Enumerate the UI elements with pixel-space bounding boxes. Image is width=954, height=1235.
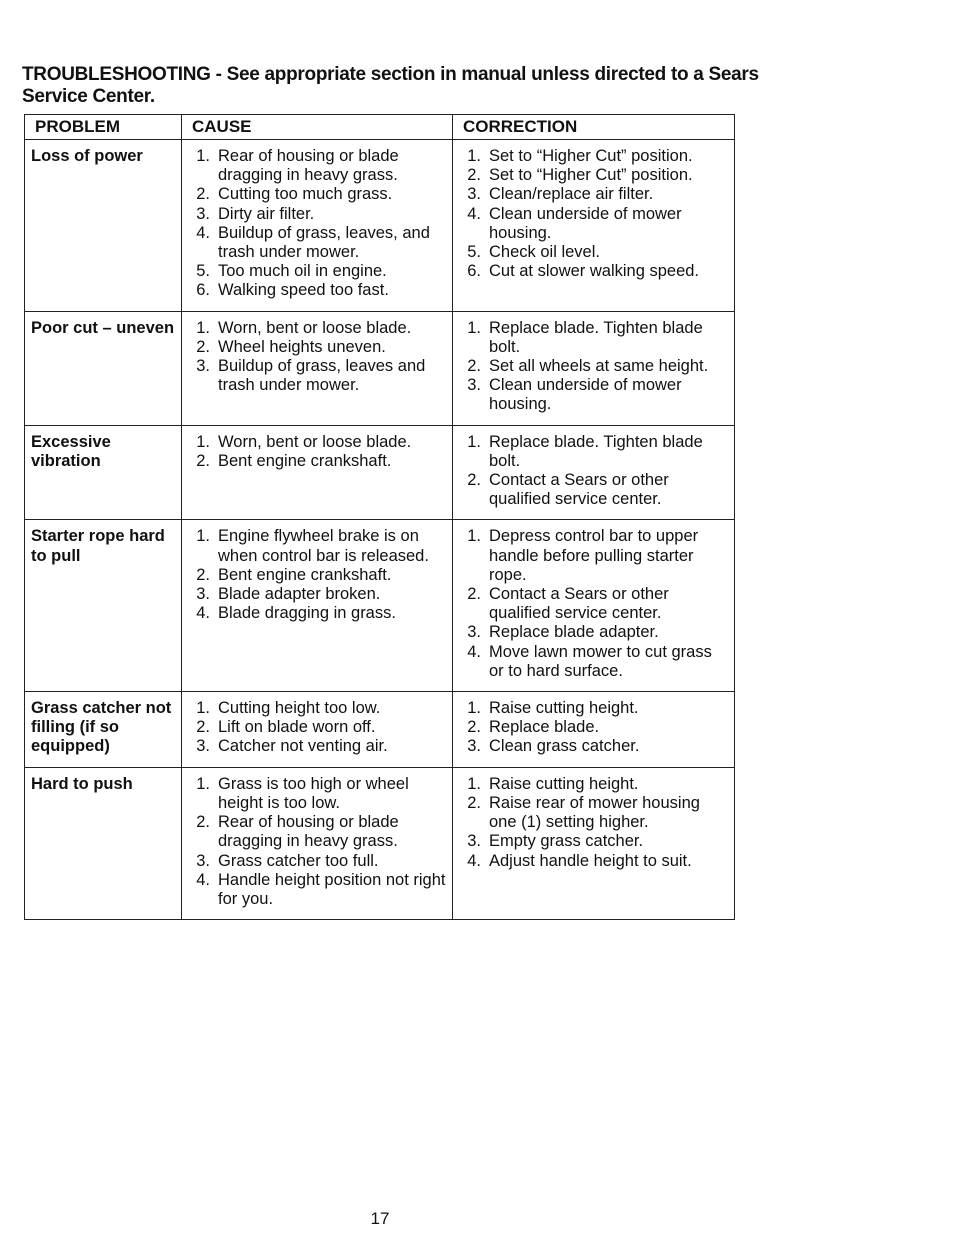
correction-item-number: 1. bbox=[467, 318, 481, 337]
correction-item-number: 4. bbox=[467, 851, 481, 870]
cause-item bbox=[188, 852, 448, 871]
correction-item-number: 1. bbox=[467, 432, 481, 451]
correction-item-text: Adjust handle height to suit. bbox=[489, 851, 692, 870]
correction-item-text: Set to “Higher Cut” position. bbox=[489, 147, 693, 165]
cause-item bbox=[188, 604, 448, 623]
cause-cell bbox=[182, 520, 453, 692]
table-row bbox=[25, 520, 735, 692]
cause-item-number: 2. bbox=[196, 718, 210, 737]
cause-item bbox=[188, 147, 448, 185]
cause-item bbox=[188, 224, 448, 262]
correction-item-number: 2. bbox=[467, 166, 481, 185]
cause-item-text: Too much oil in engine. bbox=[218, 262, 387, 281]
cause-item bbox=[188, 262, 448, 281]
correction-item-text: Contact a Sears or other qualified service center. bbox=[489, 585, 669, 623]
correction-item-number: 1. bbox=[467, 527, 481, 546]
cause-cell bbox=[182, 425, 453, 520]
correction-item-text: Move lawn mower to cut grass or to hard surface. bbox=[489, 642, 712, 680]
correction-item-text: Clean grass catcher. bbox=[489, 737, 640, 756]
correction-item-text: Clean underside of mower housing. bbox=[489, 376, 682, 414]
correction-item bbox=[459, 737, 730, 756]
header-problem: PROBLEM bbox=[25, 115, 182, 140]
correction-list bbox=[459, 319, 730, 415]
correction-item bbox=[459, 623, 730, 642]
cause-cell bbox=[182, 767, 453, 919]
table-row bbox=[25, 767, 735, 919]
cause-item-text: Cutting height too low. bbox=[218, 699, 381, 718]
correction-item-number: 2. bbox=[467, 718, 481, 737]
correction-cell bbox=[453, 311, 735, 425]
correction-item-number: 3. bbox=[467, 832, 481, 851]
cause-item-number: 2. bbox=[196, 813, 210, 832]
cause-item-number: 2. bbox=[196, 565, 210, 584]
cause-item-text: Lift on blade worn off. bbox=[218, 718, 376, 737]
cause-item-number: 3. bbox=[196, 851, 210, 870]
correction-item-text: Replace blade. bbox=[489, 718, 600, 737]
problem-cell: Hard to push bbox=[25, 767, 182, 919]
cause-item-text: Worn, bent or loose blade. bbox=[218, 432, 412, 451]
cause-item-number: 3. bbox=[196, 204, 210, 223]
cause-item-text: Dirty air filter. bbox=[218, 204, 315, 223]
cause-item-text: Catcher not venting air. bbox=[218, 737, 388, 756]
correction-list bbox=[459, 775, 730, 871]
correction-item bbox=[459, 147, 730, 166]
correction-item-number: 1. bbox=[467, 147, 481, 165]
correction-item-text: Replace blade adapter. bbox=[489, 623, 659, 642]
cause-item-text: Blade adapter broken. bbox=[218, 585, 381, 604]
correction-item-number: 3. bbox=[467, 185, 481, 204]
header-correction: CORRECTION bbox=[453, 115, 735, 140]
correction-cell bbox=[453, 767, 735, 919]
correction-item bbox=[459, 166, 730, 185]
correction-item-text: Replace blade. Tighten blade bolt. bbox=[489, 432, 703, 470]
correction-item bbox=[459, 262, 730, 281]
correction-item bbox=[459, 527, 730, 585]
correction-list bbox=[459, 699, 730, 757]
cause-item bbox=[188, 737, 448, 756]
cause-item-text: Buildup of grass, leaves, and trash under mower. bbox=[218, 223, 430, 262]
cause-item-number: 6. bbox=[196, 281, 210, 300]
correction-item-text: Clean/replace air filter. bbox=[489, 185, 654, 204]
page-number: 17 bbox=[370, 1209, 390, 1228]
correction-item-number: 2. bbox=[467, 585, 481, 604]
correction-item-text: Cut at slower walking speed. bbox=[489, 262, 700, 281]
correction-item bbox=[459, 794, 730, 832]
correction-item bbox=[459, 357, 730, 376]
correction-item-number: 2. bbox=[467, 357, 481, 376]
cause-item bbox=[188, 319, 448, 338]
correction-list bbox=[459, 433, 730, 510]
correction-cell bbox=[453, 140, 735, 312]
problem-cell: Poor cut – uneven bbox=[25, 311, 182, 425]
cause-item bbox=[188, 357, 448, 395]
cause-item-number: 1. bbox=[196, 699, 210, 718]
correction-item bbox=[459, 585, 730, 623]
correction-item-text: Raise rear of mower housing one (1) setting higher. bbox=[489, 793, 700, 832]
correction-item-text: Set all wheels at same height. bbox=[489, 357, 709, 376]
correction-item-text: Depress control bar to upper handle before pulling starter rope. bbox=[489, 527, 699, 584]
cause-list bbox=[188, 147, 448, 301]
cause-item bbox=[188, 338, 448, 357]
cause-item-text: Walking speed too fast. bbox=[218, 281, 389, 300]
cause-item bbox=[188, 452, 448, 471]
cause-cell bbox=[182, 140, 453, 312]
correction-item bbox=[459, 471, 730, 509]
troubleshooting-table bbox=[24, 114, 735, 920]
correction-item bbox=[459, 699, 730, 718]
correction-item-text: Check oil level. bbox=[489, 243, 600, 262]
table-row bbox=[25, 311, 735, 425]
cause-item-number: 4. bbox=[196, 223, 210, 242]
cause-item-text: Buildup of grass, leaves and trash under mower. bbox=[218, 357, 426, 395]
cause-item-number: 5. bbox=[196, 262, 210, 281]
correction-item-text: Set to “Higher Cut” position. bbox=[489, 166, 693, 185]
correction-item bbox=[459, 185, 730, 204]
correction-item-text: Empty grass catcher. bbox=[489, 832, 644, 851]
cause-item-number: 3. bbox=[196, 585, 210, 604]
correction-item bbox=[459, 832, 730, 851]
correction-item bbox=[459, 376, 730, 414]
problem-cell: Grass catcher not filling (if so equipped) bbox=[25, 692, 182, 768]
cause-item-number: 2. bbox=[196, 337, 210, 356]
correction-item-number: 2. bbox=[467, 471, 481, 490]
cause-item-number: 3. bbox=[196, 737, 210, 756]
correction-cell bbox=[453, 425, 735, 520]
cause-item-number: 2. bbox=[196, 451, 210, 470]
correction-item-number: 4. bbox=[467, 204, 481, 223]
cause-item bbox=[188, 699, 448, 718]
correction-list bbox=[459, 527, 730, 681]
cause-item-text: Handle height position not right for you. bbox=[218, 870, 446, 908]
correction-item-number: 3. bbox=[467, 376, 481, 395]
correction-item-number: 3. bbox=[467, 623, 481, 642]
cause-item bbox=[188, 566, 448, 585]
cause-item-number: 3. bbox=[196, 357, 210, 376]
cause-item bbox=[188, 813, 448, 851]
cause-item bbox=[188, 775, 448, 813]
cause-item bbox=[188, 185, 448, 204]
cause-list bbox=[188, 775, 448, 909]
cause-item-number: 1. bbox=[196, 318, 210, 337]
correction-item-number: 2. bbox=[467, 793, 481, 812]
cause-item-text: Engine flywheel brake is on when control bar is released. bbox=[218, 527, 429, 565]
problem-cell: Loss of power bbox=[25, 140, 182, 312]
cause-item-number: 1. bbox=[196, 527, 210, 546]
cause-list bbox=[188, 699, 448, 757]
cause-item-text: Bent engine crankshaft. bbox=[218, 451, 392, 470]
cause-item-number: 1. bbox=[196, 147, 210, 165]
cause-item-text: Grass catcher too full. bbox=[218, 851, 379, 870]
cause-item-number: 4. bbox=[196, 604, 210, 623]
correction-item bbox=[459, 433, 730, 471]
correction-item bbox=[459, 319, 730, 357]
cause-item-text: Rear of housing or blade dragging in heavy grass. bbox=[218, 813, 399, 851]
cause-item-text: Rear of housing or blade dragging in heavy grass. bbox=[218, 147, 399, 185]
cause-cell bbox=[182, 311, 453, 425]
cause-cell bbox=[182, 692, 453, 768]
correction-item-number: 4. bbox=[467, 642, 481, 661]
correction-item bbox=[459, 852, 730, 871]
correction-item-number: 3. bbox=[467, 737, 481, 756]
correction-item bbox=[459, 718, 730, 737]
correction-item-number: 6. bbox=[467, 262, 481, 281]
cause-item bbox=[188, 281, 448, 300]
cause-item bbox=[188, 433, 448, 452]
correction-item-text: Contact a Sears or other qualified service center. bbox=[489, 471, 669, 509]
table-header-row bbox=[25, 115, 735, 140]
cause-item-number: 1. bbox=[196, 774, 210, 793]
cause-item bbox=[188, 527, 448, 565]
cause-list bbox=[188, 433, 448, 471]
correction-item bbox=[459, 205, 730, 243]
correction-item bbox=[459, 243, 730, 262]
page-title: TROUBLESHOOTING - See appropriate section in manual unless directed to a Sears Service Center. bbox=[22, 64, 759, 107]
table-row bbox=[25, 692, 735, 768]
correction-cell bbox=[453, 520, 735, 692]
correction-item-text: Clean underside of mower housing. bbox=[489, 204, 682, 242]
correction-item-number: 1. bbox=[467, 774, 481, 793]
cause-item bbox=[188, 205, 448, 224]
header-cause: CAUSE bbox=[182, 115, 453, 140]
table-row bbox=[25, 425, 735, 520]
correction-item-text: Raise cutting height. bbox=[489, 699, 639, 718]
correction-item-text: Replace blade. Tighten blade bolt. bbox=[489, 318, 703, 356]
correction-item-number: 1. bbox=[467, 699, 481, 718]
correction-item bbox=[459, 775, 730, 794]
cause-list bbox=[188, 319, 448, 396]
cause-item-text: Worn, bent or loose blade. bbox=[218, 318, 412, 337]
cause-item-text: Grass is too high or wheel height is too low. bbox=[218, 774, 409, 812]
problem-cell: Excessive vibration bbox=[25, 425, 182, 520]
table-row bbox=[25, 140, 735, 312]
cause-item-text: Blade dragging in grass. bbox=[218, 604, 396, 623]
problem-cell: Starter rope hard to pull bbox=[25, 520, 182, 692]
cause-item-text: Bent engine crankshaft. bbox=[218, 565, 392, 584]
correction-list bbox=[459, 147, 730, 281]
cause-item-text: Cutting too much grass. bbox=[218, 185, 393, 204]
table-body bbox=[25, 140, 735, 920]
correction-item-text: Raise cutting height. bbox=[489, 774, 639, 793]
cause-item bbox=[188, 871, 448, 909]
cause-item-number: 2. bbox=[196, 185, 210, 204]
cause-item bbox=[188, 585, 448, 604]
cause-item-number: 1. bbox=[196, 432, 210, 451]
cause-item-number: 4. bbox=[196, 870, 210, 889]
cause-item-text: Wheel heights uneven. bbox=[218, 337, 386, 356]
cause-item bbox=[188, 718, 448, 737]
correction-item bbox=[459, 643, 730, 681]
correction-cell bbox=[453, 692, 735, 768]
cause-list bbox=[188, 527, 448, 623]
correction-item-number: 5. bbox=[467, 243, 481, 262]
